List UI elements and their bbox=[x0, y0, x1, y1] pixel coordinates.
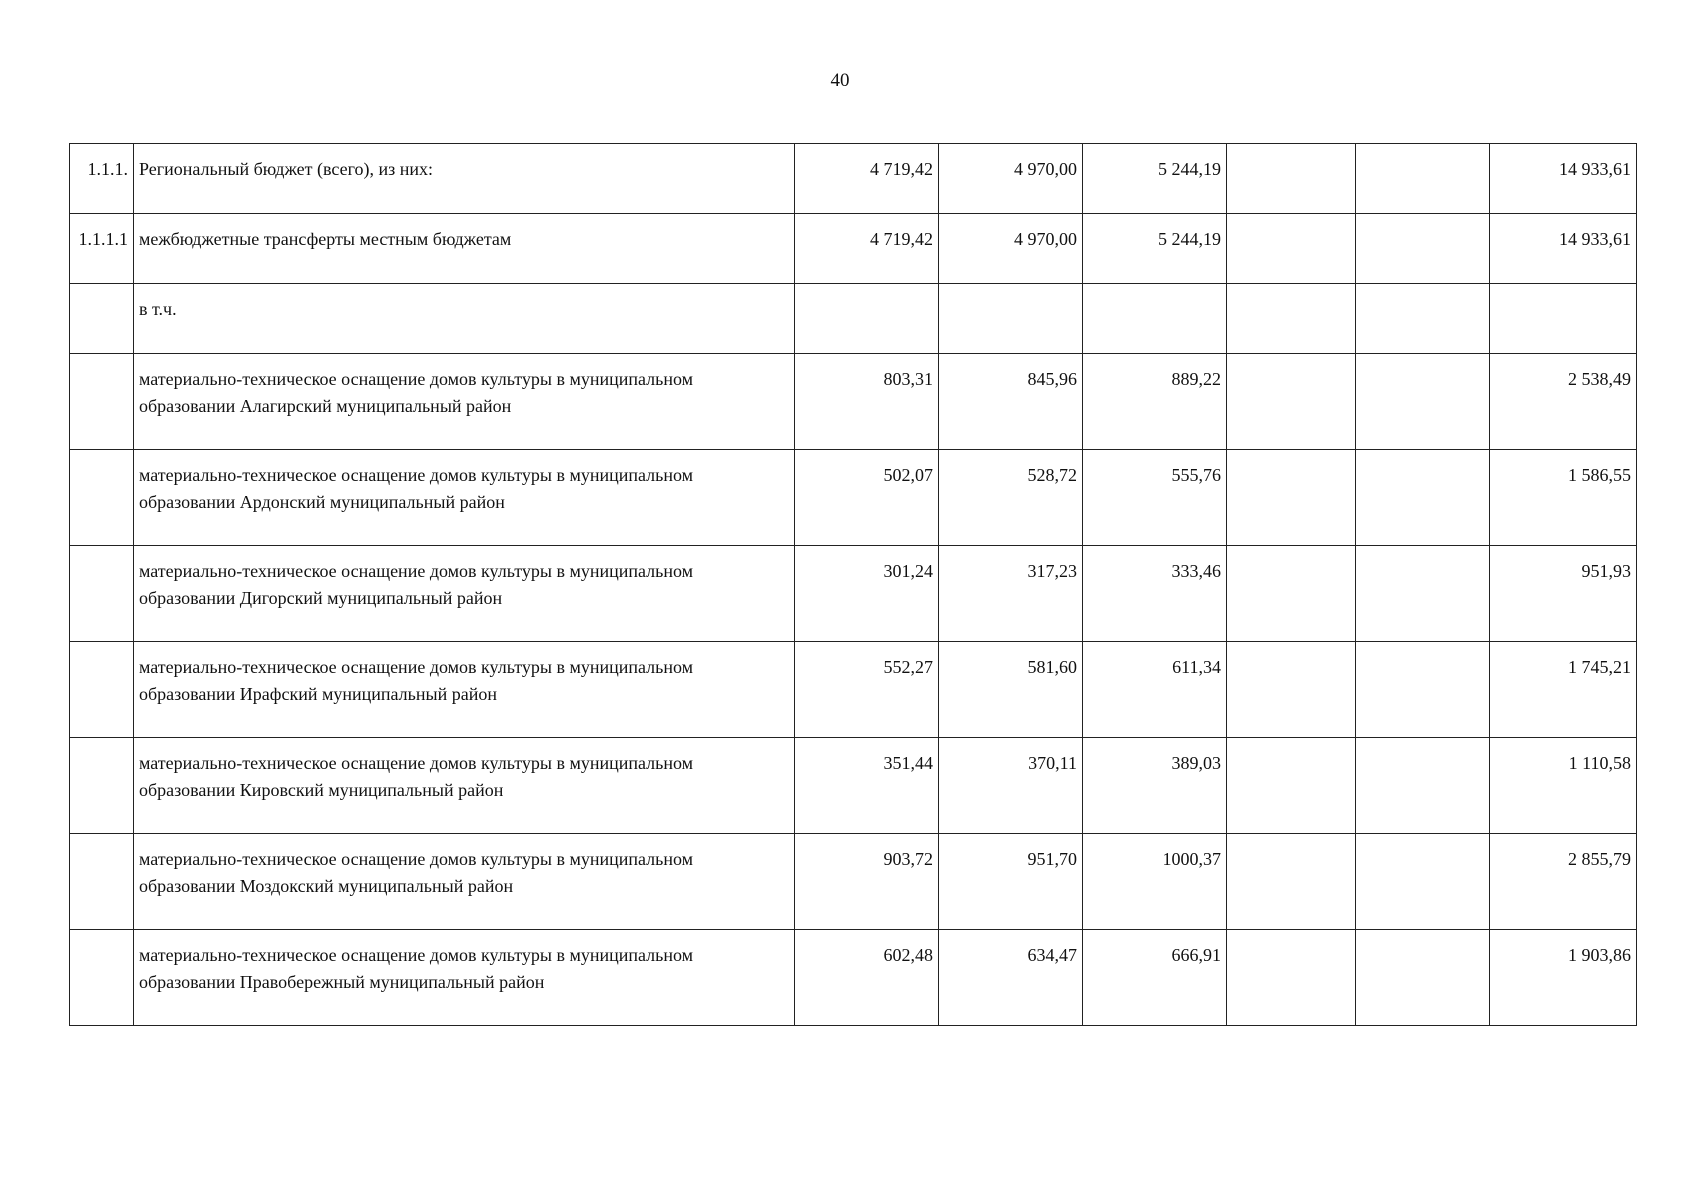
value-cell: 634,47 bbox=[939, 930, 1083, 1026]
value-cell: 602,48 bbox=[795, 930, 939, 1026]
value-cell: 666,91 bbox=[1083, 930, 1227, 1026]
total-cell: 1 745,21 bbox=[1490, 642, 1637, 738]
value-cell bbox=[1083, 284, 1227, 354]
value-cell bbox=[1227, 546, 1356, 642]
value-cell bbox=[1356, 642, 1490, 738]
value-cell: 4 970,00 bbox=[939, 214, 1083, 284]
table-row bbox=[70, 214, 1637, 284]
value-cell bbox=[1227, 930, 1356, 1026]
value-cell bbox=[1356, 144, 1490, 214]
table-row bbox=[70, 930, 1637, 1026]
value-cell bbox=[1356, 450, 1490, 546]
row-description bbox=[134, 450, 795, 546]
table-row bbox=[70, 642, 1637, 738]
value-cell bbox=[1356, 834, 1490, 930]
description-line: Региональный бюджет (всего), из них: bbox=[139, 159, 434, 179]
total-cell: 1 110,58 bbox=[1490, 738, 1637, 834]
value-cell: 370,11 bbox=[939, 738, 1083, 834]
row-description bbox=[134, 354, 795, 450]
value-cell bbox=[1356, 546, 1490, 642]
page-number: 40 bbox=[830, 70, 850, 91]
total-cell bbox=[1490, 284, 1637, 354]
description-line: материально-техническое оснащение домов культуры в муниципальном bbox=[139, 753, 694, 773]
table-row bbox=[70, 450, 1637, 546]
description-line: материально-техническое оснащение домов культуры в муниципальном bbox=[139, 561, 694, 581]
row-description bbox=[134, 214, 795, 284]
row-code bbox=[70, 930, 134, 1026]
total-cell: 2 538,49 bbox=[1490, 354, 1637, 450]
row-code bbox=[70, 546, 134, 642]
description-line: материально-техническое оснащение домов культуры в муниципальном bbox=[139, 849, 694, 869]
value-cell bbox=[1356, 284, 1490, 354]
description-line: образовании Кировский муниципальный район bbox=[139, 780, 504, 800]
total-cell: 1 586,55 bbox=[1490, 450, 1637, 546]
description-line: образовании Алагирский муниципальный район bbox=[139, 396, 512, 416]
value-cell bbox=[1356, 738, 1490, 834]
total-cell: 951,93 bbox=[1490, 546, 1637, 642]
value-cell: 845,96 bbox=[939, 354, 1083, 450]
row-code bbox=[70, 738, 134, 834]
value-cell bbox=[1227, 284, 1356, 354]
value-cell: 951,70 bbox=[939, 834, 1083, 930]
row-description bbox=[134, 144, 795, 214]
value-cell bbox=[1356, 930, 1490, 1026]
row-description bbox=[134, 738, 795, 834]
row-description bbox=[134, 546, 795, 642]
value-cell bbox=[1227, 450, 1356, 546]
description-line: в т.ч. bbox=[139, 299, 177, 319]
value-cell: 333,46 bbox=[1083, 546, 1227, 642]
table-row bbox=[70, 546, 1637, 642]
description-line: материально-техническое оснащение домов культуры в муниципальном bbox=[139, 369, 694, 389]
value-cell bbox=[1227, 738, 1356, 834]
row-code bbox=[70, 284, 134, 354]
description-line: образовании Ардонский муниципальный район bbox=[139, 492, 505, 512]
row-code bbox=[70, 642, 134, 738]
row-description bbox=[134, 834, 795, 930]
value-cell: 1000,37 bbox=[1083, 834, 1227, 930]
value-cell: 4 719,42 bbox=[795, 144, 939, 214]
value-cell: 528,72 bbox=[939, 450, 1083, 546]
value-cell: 5 244,19 bbox=[1083, 144, 1227, 214]
row-description bbox=[134, 284, 795, 354]
description-line: материально-техническое оснащение домов культуры в муниципальном bbox=[139, 657, 694, 677]
value-cell: 4 970,00 bbox=[939, 144, 1083, 214]
value-cell bbox=[1227, 642, 1356, 738]
total-cell: 14 933,61 bbox=[1490, 144, 1637, 214]
value-cell: 889,22 bbox=[1083, 354, 1227, 450]
description-line: материально-техническое оснащение домов культуры в муниципальном bbox=[139, 945, 694, 965]
value-cell: 803,31 bbox=[795, 354, 939, 450]
row-description bbox=[134, 930, 795, 1026]
value-cell bbox=[1227, 144, 1356, 214]
total-cell: 14 933,61 bbox=[1490, 214, 1637, 284]
value-cell bbox=[795, 284, 939, 354]
total-cell: 1 903,86 bbox=[1490, 930, 1637, 1026]
value-cell: 5 244,19 bbox=[1083, 214, 1227, 284]
table-row bbox=[70, 284, 1637, 354]
value-cell bbox=[1227, 214, 1356, 284]
value-cell: 301,24 bbox=[795, 546, 939, 642]
value-cell: 389,03 bbox=[1083, 738, 1227, 834]
value-cell: 4 719,42 bbox=[795, 214, 939, 284]
row-code bbox=[70, 834, 134, 930]
description-line: образовании Правобережный муниципальный район bbox=[139, 972, 545, 992]
total-cell: 2 855,79 bbox=[1490, 834, 1637, 930]
value-cell bbox=[1356, 214, 1490, 284]
description-line: межбюджетные трансферты местным бюджетам bbox=[139, 229, 512, 249]
value-cell: 903,72 bbox=[795, 834, 939, 930]
value-cell: 552,27 bbox=[795, 642, 939, 738]
description-line: материально-техническое оснащение домов культуры в муниципальном bbox=[139, 465, 694, 485]
value-cell: 351,44 bbox=[795, 738, 939, 834]
table-row bbox=[70, 834, 1637, 930]
value-cell: 581,60 bbox=[939, 642, 1083, 738]
table-row bbox=[70, 354, 1637, 450]
table-row bbox=[70, 144, 1637, 214]
row-code bbox=[70, 354, 134, 450]
description-line: образовании Моздокский муниципальный район bbox=[139, 876, 514, 896]
table-row bbox=[70, 738, 1637, 834]
value-cell: 502,07 bbox=[795, 450, 939, 546]
row-description bbox=[134, 642, 795, 738]
value-cell bbox=[1227, 354, 1356, 450]
budget-table bbox=[69, 143, 1637, 1026]
value-cell: 317,23 bbox=[939, 546, 1083, 642]
value-cell bbox=[1227, 834, 1356, 930]
description-line: образовании Ирафский муниципальный район bbox=[139, 684, 497, 704]
value-cell: 555,76 bbox=[1083, 450, 1227, 546]
value-cell bbox=[1356, 354, 1490, 450]
value-cell: 611,34 bbox=[1083, 642, 1227, 738]
value-cell bbox=[939, 284, 1083, 354]
row-code: 1.1.1. bbox=[70, 144, 134, 214]
row-code bbox=[70, 450, 134, 546]
description-line: образовании Дигорский муниципальный район bbox=[139, 588, 503, 608]
row-code: 1.1.1.1 bbox=[70, 214, 134, 284]
